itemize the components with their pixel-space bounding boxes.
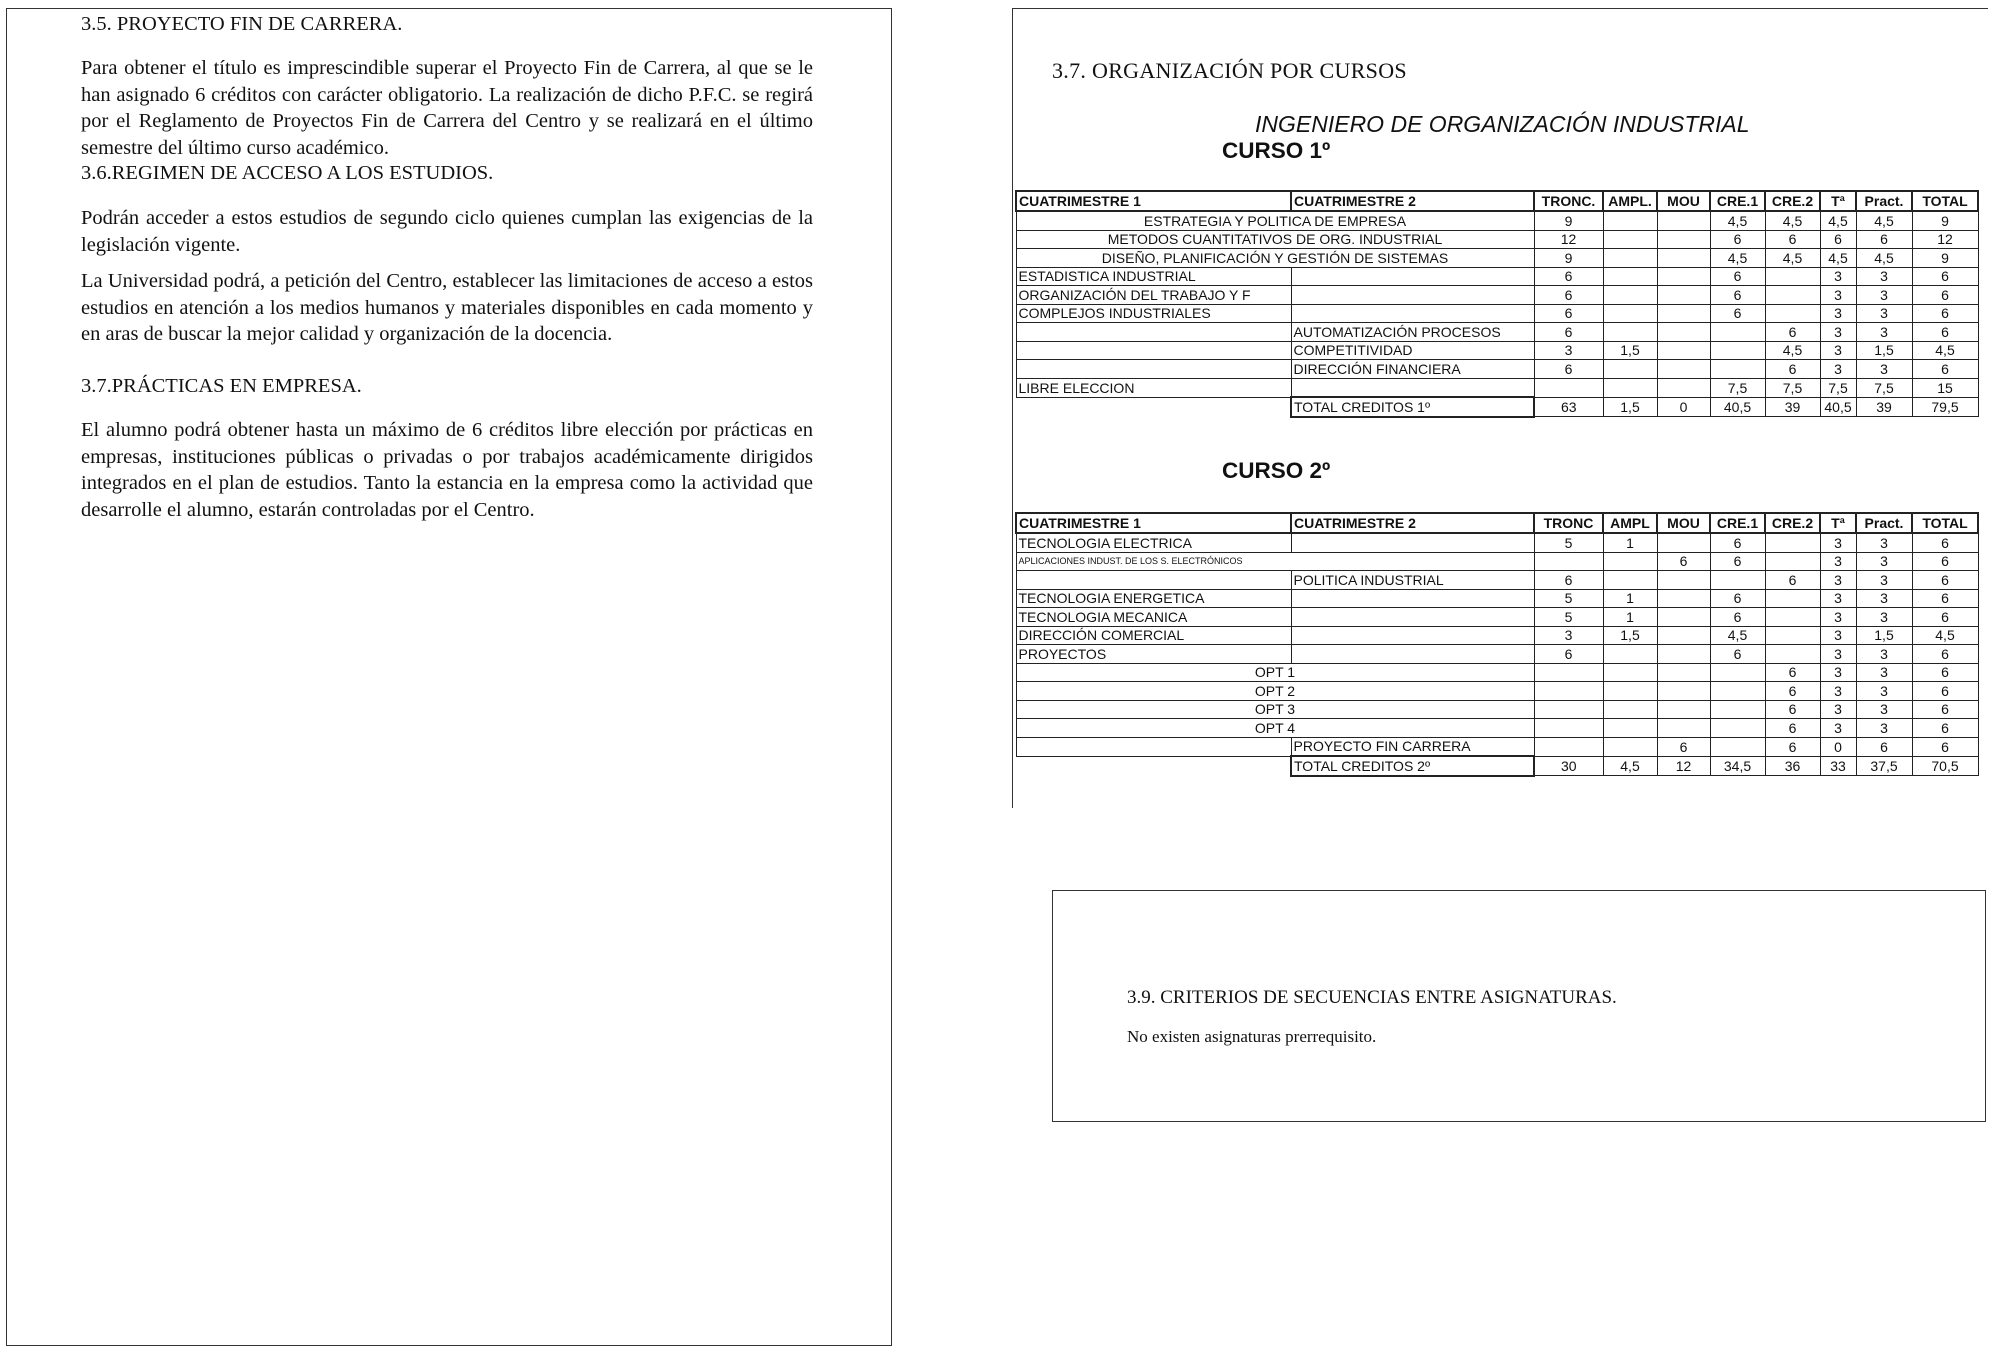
credit-cell: 3 bbox=[1820, 304, 1856, 323]
table-row bbox=[1016, 378, 1978, 397]
credit-cell: 4,5 bbox=[1912, 341, 1978, 360]
credit-cell bbox=[1657, 286, 1710, 305]
credit-cell: 1 bbox=[1603, 533, 1657, 552]
credit-cell bbox=[1657, 571, 1710, 590]
credit-cell bbox=[1657, 230, 1710, 249]
cuatrimestre-1-cell: PROYECTOS bbox=[1016, 645, 1291, 664]
credit-cell bbox=[1710, 682, 1765, 701]
credit-cell bbox=[1657, 626, 1710, 645]
credit-cell: 6 bbox=[1765, 323, 1820, 342]
cuatrimestre-2-cell: DIRECCIÓN FINANCIERA bbox=[1291, 360, 1534, 379]
credit-cell: 6 bbox=[1765, 719, 1820, 738]
column-header: TRONC. bbox=[1534, 191, 1603, 211]
section-3-9-title: 3.9. CRITERIOS DE SECUENCIAS ENTRE ASIGNATURAS. bbox=[1127, 987, 1617, 1008]
cuatrimestre-1-cell: COMPLEJOS INDUSTRIALES bbox=[1016, 304, 1291, 323]
credit-cell: 5 bbox=[1534, 533, 1603, 552]
credit-cell: 6 bbox=[1912, 645, 1978, 664]
table-header-row bbox=[1016, 191, 1978, 211]
total-cell: 30 bbox=[1534, 756, 1603, 776]
table-row bbox=[1016, 552, 1978, 571]
credit-cell: 3 bbox=[1856, 533, 1912, 552]
cuatrimestre-1-cell: TECNOLOGIA ENERGETICA bbox=[1016, 589, 1291, 608]
credit-cell bbox=[1603, 663, 1657, 682]
section-3-7-body: El alumno podrá obtener hasta un máximo de 6 créditos libre elección por prácticas en empresas, instituciones públicas o privadas o por trabajos académicamente dirigidos integrados en el plan de estudios. Tanto la estancia en la empresa como la actividad que desarrolle el alumno, estarán controladas por el Centro. bbox=[81, 419, 813, 521]
credit-cell: 6 bbox=[1820, 230, 1856, 249]
table-row bbox=[1016, 589, 1978, 608]
total-label: TOTAL CREDITOS 2º bbox=[1291, 756, 1534, 776]
total-cell: 39 bbox=[1765, 397, 1820, 417]
column-header: AMPL. bbox=[1603, 191, 1657, 211]
credit-cell bbox=[1603, 682, 1657, 701]
credit-cell: 6 bbox=[1765, 682, 1820, 701]
credit-cell bbox=[1657, 589, 1710, 608]
total-cell: 79,5 bbox=[1912, 397, 1978, 417]
credit-cell bbox=[1710, 360, 1765, 379]
credit-cell: 6 bbox=[1765, 663, 1820, 682]
credit-cell bbox=[1710, 700, 1765, 719]
credit-cell: 3 bbox=[1856, 323, 1912, 342]
credit-cell: 3 bbox=[1820, 552, 1856, 571]
credit-cell bbox=[1657, 533, 1710, 552]
credit-cell: 6 bbox=[1912, 304, 1978, 323]
cuatrimestre-2-cell bbox=[1291, 378, 1534, 397]
credit-cell: 3 bbox=[1820, 645, 1856, 664]
table-row bbox=[1016, 700, 1978, 719]
credit-cell: 12 bbox=[1534, 230, 1603, 249]
subject-cell: OPT 4 bbox=[1016, 719, 1534, 738]
credit-cell bbox=[1765, 286, 1820, 305]
credit-cell bbox=[1657, 360, 1710, 379]
total-cell: 33 bbox=[1820, 756, 1856, 776]
credit-cell: 3 bbox=[1820, 571, 1856, 590]
credit-cell: 3 bbox=[1856, 608, 1912, 627]
credit-cell: 6 bbox=[1912, 608, 1978, 627]
credit-cell: 6 bbox=[1912, 552, 1978, 571]
credit-cell: 6 bbox=[1534, 323, 1603, 342]
curso-2-title: CURSO 2º bbox=[1222, 458, 1331, 483]
credit-cell: 6 bbox=[1765, 737, 1820, 756]
credit-cell: 3 bbox=[1856, 571, 1912, 590]
credit-cell: 3 bbox=[1820, 267, 1856, 286]
cuatrimestre-2-cell: COMPETITIVIDAD bbox=[1291, 341, 1534, 360]
cuatrimestre-1-cell bbox=[1016, 571, 1291, 590]
credit-cell bbox=[1603, 286, 1657, 305]
credit-cell: 1,5 bbox=[1856, 626, 1912, 645]
credit-cell bbox=[1657, 211, 1710, 230]
credit-cell: 9 bbox=[1912, 249, 1978, 268]
credit-cell: 3 bbox=[1820, 341, 1856, 360]
cuatrimestre-1-cell: ESTADISTICA INDUSTRIAL bbox=[1016, 267, 1291, 286]
credit-cell bbox=[1710, 737, 1765, 756]
credit-cell: 6 bbox=[1912, 682, 1978, 701]
credit-cell bbox=[1534, 737, 1603, 756]
credit-cell bbox=[1765, 626, 1820, 645]
table-row bbox=[1016, 211, 1978, 230]
credit-cell: 9 bbox=[1912, 211, 1978, 230]
column-header: CUATRIMESTRE 1 bbox=[1016, 191, 1291, 211]
total-cell: 40,5 bbox=[1710, 397, 1765, 417]
column-header: CRE.2 bbox=[1765, 513, 1820, 533]
credit-cell: 3 bbox=[1856, 360, 1912, 379]
total-cell: 0 bbox=[1657, 397, 1710, 417]
credit-cell: 7,5 bbox=[1856, 378, 1912, 397]
credit-cell: 6 bbox=[1912, 719, 1978, 738]
total-cell: 40,5 bbox=[1820, 397, 1856, 417]
table-row bbox=[1016, 230, 1978, 249]
column-header: MOU bbox=[1657, 513, 1710, 533]
credit-cell: 4,5 bbox=[1710, 626, 1765, 645]
table-row bbox=[1016, 249, 1978, 268]
credit-cell bbox=[1657, 341, 1710, 360]
credit-cell: 6 bbox=[1534, 267, 1603, 286]
credit-cell: 3 bbox=[1820, 533, 1856, 552]
credit-cell: 4,5 bbox=[1820, 211, 1856, 230]
credit-cell: 3 bbox=[1820, 360, 1856, 379]
cuatrimestre-1-cell bbox=[1016, 737, 1291, 756]
credit-cell: 6 bbox=[1534, 304, 1603, 323]
credit-cell bbox=[1534, 682, 1603, 701]
total-row bbox=[1016, 756, 1978, 776]
credit-cell: 7,5 bbox=[1710, 378, 1765, 397]
credit-cell: 4,5 bbox=[1912, 626, 1978, 645]
table-row bbox=[1016, 663, 1978, 682]
table-row bbox=[1016, 304, 1978, 323]
credit-cell: 3 bbox=[1856, 267, 1912, 286]
cuatrimestre-2-cell: PROYECTO FIN CARRERA bbox=[1291, 737, 1534, 756]
cuatrimestre-1-cell: TECNOLOGIA MECANICA bbox=[1016, 608, 1291, 627]
column-header: CUATRIMESTRE 2 bbox=[1291, 513, 1534, 533]
total-cell: 34,5 bbox=[1710, 756, 1765, 776]
subject-cell: DISEÑO, PLANIFICACIÓN Y GESTIÓN DE SISTEMAS bbox=[1016, 249, 1534, 268]
credit-cell: 6 bbox=[1765, 230, 1820, 249]
cuatrimestre-1-cell: DIRECCIÓN COMERCIAL bbox=[1016, 626, 1291, 645]
curso-2-table bbox=[1015, 512, 1979, 777]
credit-cell bbox=[1603, 571, 1657, 590]
subject-cell: ESTRATEGIA Y POLITICA DE EMPRESA bbox=[1016, 211, 1534, 230]
cuatrimestre-2-cell bbox=[1291, 286, 1534, 305]
credit-cell: 3 bbox=[1820, 700, 1856, 719]
credit-cell bbox=[1657, 249, 1710, 268]
total-spacer bbox=[1016, 397, 1291, 417]
credit-cell: 6 bbox=[1534, 645, 1603, 664]
table-row bbox=[1016, 571, 1978, 590]
cuatrimestre-2-cell: POLITICA INDUSTRIAL bbox=[1291, 571, 1534, 590]
credit-cell: 1,5 bbox=[1603, 341, 1657, 360]
credit-cell: 6 bbox=[1912, 286, 1978, 305]
column-header: TOTAL bbox=[1912, 191, 1978, 211]
credit-cell: 6 bbox=[1912, 360, 1978, 379]
credit-cell bbox=[1534, 700, 1603, 719]
column-header: TOTAL bbox=[1912, 513, 1978, 533]
subject-cell: APLICACIONES INDUST. DE LOS S. ELECTRÓNICOS bbox=[1016, 552, 1534, 571]
credit-cell: 6 bbox=[1710, 286, 1765, 305]
table-row bbox=[1016, 533, 1978, 552]
credit-cell: 5 bbox=[1534, 608, 1603, 627]
credit-cell: 3 bbox=[1856, 286, 1912, 305]
credit-cell bbox=[1603, 719, 1657, 738]
credit-cell bbox=[1534, 552, 1603, 571]
column-header: CRE.2 bbox=[1765, 191, 1820, 211]
organizacion-title: 3.7. ORGANIZACIÓN POR CURSOS bbox=[1052, 58, 1407, 83]
credit-cell bbox=[1534, 719, 1603, 738]
subject-cell: METODOS CUANTITATIVOS DE ORG. INDUSTRIAL bbox=[1016, 230, 1534, 249]
credit-cell bbox=[1603, 552, 1657, 571]
credit-cell bbox=[1657, 719, 1710, 738]
column-header: AMPL bbox=[1603, 513, 1657, 533]
total-spacer bbox=[1016, 756, 1291, 776]
credit-cell: 3 bbox=[1820, 323, 1856, 342]
credit-cell: 6 bbox=[1912, 323, 1978, 342]
credit-cell bbox=[1657, 378, 1710, 397]
credit-cell: 3 bbox=[1856, 645, 1912, 664]
credit-cell: 3 bbox=[1820, 608, 1856, 627]
total-cell: 1,5 bbox=[1603, 397, 1657, 417]
section-3-6-body-1: Podrán acceder a estos estudios de segundo ciclo quienes cumplan las exigencias de la legislación vigente. bbox=[81, 207, 813, 256]
cuatrimestre-2-cell bbox=[1291, 304, 1534, 323]
cuatrimestre-2-cell bbox=[1291, 589, 1534, 608]
credit-cell bbox=[1657, 304, 1710, 323]
table-row bbox=[1016, 286, 1978, 305]
section-3-7-title: 3.7.PRÁCTICAS EN EMPRESA. bbox=[81, 375, 362, 397]
table-row bbox=[1016, 360, 1978, 379]
credit-cell bbox=[1603, 249, 1657, 268]
section-3-9-box bbox=[1052, 890, 1986, 1122]
credit-cell bbox=[1657, 645, 1710, 664]
credit-cell: 6 bbox=[1765, 360, 1820, 379]
credit-cell: 6 bbox=[1710, 304, 1765, 323]
credit-cell bbox=[1603, 700, 1657, 719]
credit-cell: 12 bbox=[1912, 230, 1978, 249]
subject-cell: OPT 2 bbox=[1016, 682, 1534, 701]
credit-cell bbox=[1603, 378, 1657, 397]
credit-cell: 4,5 bbox=[1765, 341, 1820, 360]
credit-cell bbox=[1603, 211, 1657, 230]
credit-cell: 1 bbox=[1603, 589, 1657, 608]
table-row bbox=[1016, 267, 1978, 286]
left-page bbox=[6, 8, 892, 1346]
credit-cell: 3 bbox=[1856, 682, 1912, 701]
credit-cell: 5 bbox=[1534, 589, 1603, 608]
credit-cell: 6 bbox=[1710, 552, 1765, 571]
credit-cell bbox=[1603, 323, 1657, 342]
credit-cell bbox=[1765, 552, 1820, 571]
column-header: Pract. bbox=[1856, 513, 1912, 533]
total-cell: 36 bbox=[1765, 756, 1820, 776]
total-row bbox=[1016, 397, 1978, 417]
cuatrimestre-2-cell: AUTOMATIZACIÓN PROCESOS bbox=[1291, 323, 1534, 342]
credit-cell bbox=[1657, 700, 1710, 719]
credit-cell: 4,5 bbox=[1710, 249, 1765, 268]
credit-cell bbox=[1765, 304, 1820, 323]
credit-cell: 3 bbox=[1534, 341, 1603, 360]
credit-cell bbox=[1657, 682, 1710, 701]
section-3-6-body-2: La Universidad podrá, a petición del Centro, establecer las limitaciones de acceso a estos estudios en atención a los medios humanos y materiales disponibles en cada momento y en aras de buscar la mejor calidad y organización de la docencia. bbox=[81, 270, 813, 345]
credit-cell: 6 bbox=[1765, 571, 1820, 590]
subject-cell: OPT 1 bbox=[1016, 663, 1534, 682]
cuatrimestre-1-cell: ORGANIZACIÓN DEL TRABAJO Y F bbox=[1016, 286, 1291, 305]
credit-cell: 4,5 bbox=[1820, 249, 1856, 268]
degree-title: INGENIERO DE ORGANIZACIÓN INDUSTRIAL bbox=[1255, 111, 1750, 137]
credit-cell: 7,5 bbox=[1820, 378, 1856, 397]
cuatrimestre-2-cell bbox=[1291, 626, 1534, 645]
credit-cell bbox=[1765, 533, 1820, 552]
credit-cell bbox=[1765, 589, 1820, 608]
cuatrimestre-2-cell bbox=[1291, 645, 1534, 664]
total-cell: 63 bbox=[1534, 397, 1603, 417]
credit-cell: 6 bbox=[1534, 360, 1603, 379]
column-header: CUATRIMESTRE 2 bbox=[1291, 191, 1534, 211]
credit-cell: 3 bbox=[1820, 589, 1856, 608]
cuatrimestre-1-cell bbox=[1016, 341, 1291, 360]
table-row bbox=[1016, 626, 1978, 645]
credit-cell bbox=[1534, 663, 1603, 682]
credit-cell bbox=[1657, 267, 1710, 286]
credit-cell: 3 bbox=[1820, 626, 1856, 645]
curso-1-title: CURSO 1º bbox=[1222, 138, 1331, 163]
column-header: TRONC bbox=[1534, 513, 1603, 533]
section-3-5-body: Para obtener el título es imprescindible superar el Proyecto Fin de Carrera, al que se le han asignado 6 créditos con carácter obligatorio. La realización de dicho P.F.C. se regirá por el Reglamento de Proyectos Fin de Carrera del Centro y se realizará en el último semestre del último curso académico. bbox=[81, 57, 813, 159]
credit-cell: 7,5 bbox=[1765, 378, 1820, 397]
credit-cell bbox=[1657, 323, 1710, 342]
credit-cell: 9 bbox=[1534, 249, 1603, 268]
column-header: CUATRIMESTRE 1 bbox=[1016, 513, 1291, 533]
credit-cell bbox=[1603, 360, 1657, 379]
credit-cell bbox=[1657, 663, 1710, 682]
credit-cell bbox=[1710, 571, 1765, 590]
credit-cell: 6 bbox=[1856, 230, 1912, 249]
table-row bbox=[1016, 341, 1978, 360]
column-header: CRE.1 bbox=[1710, 191, 1765, 211]
cuatrimestre-2-cell bbox=[1291, 267, 1534, 286]
credit-cell bbox=[1603, 304, 1657, 323]
credit-cell: 3 bbox=[1856, 719, 1912, 738]
credit-cell: 3 bbox=[1856, 552, 1912, 571]
table-row bbox=[1016, 645, 1978, 664]
credit-cell bbox=[1710, 323, 1765, 342]
credit-cell: 3 bbox=[1820, 663, 1856, 682]
credit-cell: 4,5 bbox=[1765, 211, 1820, 230]
credit-cell: 4,5 bbox=[1710, 211, 1765, 230]
credit-cell: 4,5 bbox=[1765, 249, 1820, 268]
credit-cell: 6 bbox=[1534, 571, 1603, 590]
cuatrimestre-1-cell bbox=[1016, 323, 1291, 342]
credit-cell: 6 bbox=[1710, 589, 1765, 608]
table-row bbox=[1016, 608, 1978, 627]
credit-cell: 3 bbox=[1820, 719, 1856, 738]
credit-cell: 6 bbox=[1912, 663, 1978, 682]
credit-cell: 6 bbox=[1765, 700, 1820, 719]
credit-cell: 3 bbox=[1820, 286, 1856, 305]
credit-cell bbox=[1765, 608, 1820, 627]
cuatrimestre-1-cell: TECNOLOGIA ELECTRICA bbox=[1016, 533, 1291, 552]
credit-cell: 6 bbox=[1912, 737, 1978, 756]
credit-cell bbox=[1710, 663, 1765, 682]
total-label: TOTAL CREDITOS 1º bbox=[1291, 397, 1534, 417]
credit-cell: 6 bbox=[1657, 737, 1710, 756]
credit-cell: 6 bbox=[1657, 552, 1710, 571]
total-cell: 70,5 bbox=[1912, 756, 1978, 776]
total-cell: 37,5 bbox=[1856, 756, 1912, 776]
cuatrimestre-1-cell: LIBRE ELECCION bbox=[1016, 378, 1291, 397]
credit-cell: 1 bbox=[1603, 608, 1657, 627]
credit-cell: 6 bbox=[1710, 645, 1765, 664]
cuatrimestre-2-cell bbox=[1291, 533, 1534, 552]
cuatrimestre-1-cell bbox=[1016, 360, 1291, 379]
credit-cell: 3 bbox=[1534, 626, 1603, 645]
section-3-6-title: 3.6.REGIMEN DE ACCESO A LOS ESTUDIOS. bbox=[81, 162, 494, 184]
credit-cell: 1,5 bbox=[1603, 626, 1657, 645]
credit-cell: 15 bbox=[1912, 378, 1978, 397]
subject-cell: OPT 3 bbox=[1016, 700, 1534, 719]
credit-cell: 3 bbox=[1856, 700, 1912, 719]
credit-cell bbox=[1603, 645, 1657, 664]
credit-cell: 1,5 bbox=[1856, 341, 1912, 360]
credit-cell: 6 bbox=[1710, 267, 1765, 286]
credit-cell bbox=[1710, 719, 1765, 738]
total-cell: 12 bbox=[1657, 756, 1710, 776]
table-header-row bbox=[1016, 513, 1978, 533]
total-cell: 4,5 bbox=[1603, 756, 1657, 776]
credit-cell: 0 bbox=[1820, 737, 1856, 756]
credit-cell bbox=[1765, 267, 1820, 286]
column-header: Tª bbox=[1820, 513, 1856, 533]
credit-cell: 4,5 bbox=[1856, 211, 1912, 230]
column-header: MOU bbox=[1657, 191, 1710, 211]
table-row bbox=[1016, 737, 1978, 756]
credit-cell: 6 bbox=[1710, 533, 1765, 552]
credit-cell: 3 bbox=[1856, 589, 1912, 608]
credit-cell bbox=[1603, 230, 1657, 249]
credit-cell bbox=[1534, 378, 1603, 397]
credit-cell bbox=[1765, 645, 1820, 664]
credit-cell bbox=[1603, 737, 1657, 756]
credit-cell bbox=[1603, 267, 1657, 286]
credit-cell: 4,5 bbox=[1856, 249, 1912, 268]
credit-cell bbox=[1710, 341, 1765, 360]
table-row bbox=[1016, 682, 1978, 701]
curso-1-table bbox=[1015, 190, 1979, 418]
credit-cell: 6 bbox=[1534, 286, 1603, 305]
credit-cell: 6 bbox=[1710, 608, 1765, 627]
credit-cell: 3 bbox=[1856, 663, 1912, 682]
credit-cell: 6 bbox=[1856, 737, 1912, 756]
credit-cell: 6 bbox=[1912, 571, 1978, 590]
column-header: CRE.1 bbox=[1710, 513, 1765, 533]
total-cell: 39 bbox=[1856, 397, 1912, 417]
credit-cell: 6 bbox=[1710, 230, 1765, 249]
credit-cell: 3 bbox=[1856, 304, 1912, 323]
credit-cell: 6 bbox=[1912, 267, 1978, 286]
credit-cell: 6 bbox=[1912, 700, 1978, 719]
column-header: Tª bbox=[1820, 191, 1856, 211]
section-3-5-title: 3.5. PROYECTO FIN DE CARRERA. bbox=[81, 13, 403, 35]
credit-cell bbox=[1657, 608, 1710, 627]
credit-cell: 6 bbox=[1912, 589, 1978, 608]
credit-cell: 6 bbox=[1912, 533, 1978, 552]
table-row bbox=[1016, 323, 1978, 342]
section-3-9-body: No existen asignaturas prerrequisito. bbox=[1127, 1027, 1377, 1046]
column-header: Pract. bbox=[1856, 191, 1912, 211]
cuatrimestre-2-cell bbox=[1291, 608, 1534, 627]
credit-cell: 9 bbox=[1534, 211, 1603, 230]
credit-cell: 3 bbox=[1820, 682, 1856, 701]
table-row bbox=[1016, 719, 1978, 738]
